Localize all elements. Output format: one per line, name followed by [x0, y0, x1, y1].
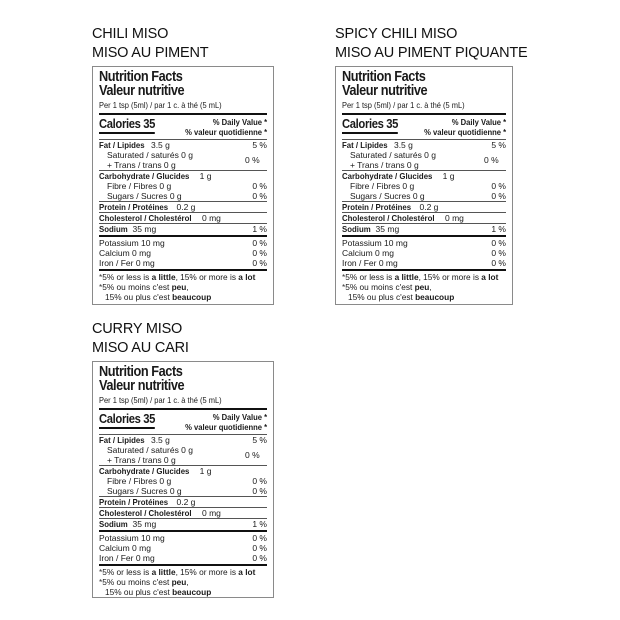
potassium-percent: 0 %	[491, 238, 506, 248]
sugars-label: Sugars / Sucres 0 g	[350, 191, 425, 201]
protein-row	[342, 202, 506, 212]
cholesterol-row	[342, 213, 506, 223]
valeur-nutritive-heading: Valeur nutritive	[342, 83, 428, 99]
carbohydrate-amount: 1 g	[199, 171, 212, 181]
protein-label: Protein / Protéines	[99, 202, 169, 212]
serving-size: Per 1 tsp (5ml) / par 1 c. à thé (5 mL)	[99, 395, 222, 405]
daily-value-header	[176, 117, 267, 137]
protein-amount: 0.2 g	[176, 202, 196, 212]
iron-label: Iron / Fer 0 mg	[99, 553, 155, 563]
carbohydrate-label: Carbohydrate / Glucides	[99, 466, 190, 476]
footnote-en: *5% or less is a little, 15% or more is a lot	[342, 272, 499, 282]
carbohydrate-row	[99, 466, 267, 476]
potassium-row	[99, 237, 267, 248]
sodium-row	[342, 224, 506, 234]
nutrition-facts-panel	[92, 361, 274, 598]
nutrition-facts-heading: Nutrition Facts	[342, 69, 426, 85]
calories-value: Calories 35	[99, 117, 155, 134]
sugars-row	[342, 191, 506, 201]
saturated-trans-group	[99, 150, 267, 170]
saturated-trans-percent: 0 %	[484, 155, 499, 165]
calcium-percent: 0 %	[252, 248, 267, 258]
fat-amount: 3.5 g	[393, 140, 413, 150]
iron-label: Iron / Fer 0 mg	[342, 258, 398, 268]
nutrition-facts-heading: Nutrition Facts	[99, 364, 183, 380]
fibre-row	[99, 476, 267, 486]
sugars-percent: 0 %	[491, 191, 506, 201]
iron-row	[342, 258, 506, 268]
carbohydrate-amount: 1 g	[199, 466, 212, 476]
protein-label: Protein / Protéines	[342, 202, 412, 212]
sugars-percent: 0 %	[252, 486, 267, 496]
calories-row	[99, 410, 267, 434]
sugars-row	[99, 486, 267, 496]
sodium-percent: 1 %	[252, 224, 267, 234]
footnote-fr: *5% ou moins c'est peu,	[99, 282, 189, 292]
protein-amount: 0.2 g	[419, 202, 439, 212]
sugars-percent: 0 %	[252, 191, 267, 201]
footnote-en: *5% or less is a little, 15% or more is a lot	[99, 272, 256, 282]
cholesterol-amount: 0 mg	[444, 213, 464, 223]
calcium-label: Calcium 0 mg	[99, 248, 151, 258]
fibre-row	[342, 181, 506, 191]
valeur-nutritive-heading: Valeur nutritive	[99, 83, 185, 99]
carbohydrate-row	[99, 171, 267, 181]
fibre-row	[99, 181, 267, 191]
cholesterol-row	[99, 508, 267, 518]
calcium-percent: 0 %	[491, 248, 506, 258]
iron-percent: 0 %	[491, 258, 506, 268]
calcium-label: Calcium 0 mg	[99, 543, 151, 553]
potassium-label: Potassium 10 mg	[99, 533, 165, 543]
calcium-percent: 0 %	[252, 543, 267, 553]
fat-row	[342, 140, 506, 150]
saturated-trans-group	[99, 445, 267, 465]
nutrition-facts-panel	[92, 66, 274, 305]
daily-value-header	[176, 412, 267, 432]
sodium-row	[99, 224, 267, 234]
serving-size: Per 1 tsp (5ml) / par 1 c. à thé (5 mL)	[99, 100, 222, 110]
trans-row: + Trans / trans 0 g	[107, 160, 176, 170]
trans-row: + Trans / trans 0 g	[350, 160, 419, 170]
cholesterol-label: Cholesterol / Cholestérol	[99, 213, 192, 223]
footnote	[99, 566, 267, 597]
iron-row	[99, 258, 267, 268]
sodium-percent: 1 %	[491, 224, 506, 234]
fibre-label: Fibre / Fibres 0 g	[107, 476, 172, 486]
fat-row	[99, 435, 267, 445]
sugars-label: Sugars / Sucres 0 g	[107, 191, 182, 201]
asterisk-icon: *	[99, 567, 103, 577]
fibre-percent: 0 %	[252, 476, 267, 486]
footnote-en: *5% or less is a little, 15% or more is a lot	[99, 567, 256, 577]
footnote-fr-2: 15% ou plus c'est beaucoup	[348, 292, 455, 302]
carbohydrate-label: Carbohydrate / Glucides	[342, 171, 433, 181]
daily-value-fr: % valeur quotidienne *	[423, 127, 506, 137]
saturated-trans-group	[342, 150, 506, 170]
fat-label: Fat / Lipides	[99, 435, 145, 445]
sodium-label: Sodium	[99, 519, 128, 529]
saturated-row: Saturated / saturés 0 g	[107, 150, 193, 160]
fat-percent: 5 %	[491, 140, 506, 150]
fat-amount: 3.5 g	[150, 435, 170, 445]
product-spicy-chili-miso	[335, 25, 528, 63]
calories-value: Calories 35	[99, 412, 155, 429]
nutrition-facts-panel	[335, 66, 513, 305]
saturated-trans-percent: 0 %	[245, 450, 260, 460]
saturated-row: Saturated / saturés 0 g	[350, 150, 436, 160]
daily-value-fr: % valeur quotidienne *	[184, 127, 267, 137]
fibre-label: Fibre / Fibres 0 g	[107, 181, 172, 191]
saturated-trans-percent: 0 %	[245, 155, 260, 165]
protein-row	[99, 202, 267, 212]
product-title-fr: MISO AU PIMENT	[92, 45, 209, 61]
protein-label: Protein / Protéines	[99, 497, 169, 507]
potassium-label: Potassium 10 mg	[99, 238, 165, 248]
calories-row	[342, 115, 506, 139]
carbohydrate-label: Carbohydrate / Glucides	[99, 171, 190, 181]
footnote-fr-2: 15% ou plus c'est beaucoup	[105, 292, 212, 302]
nutrition-facts-heading: Nutrition Facts	[99, 69, 183, 85]
iron-percent: 0 %	[252, 553, 267, 563]
iron-row	[99, 553, 267, 563]
asterisk-icon: *	[342, 282, 346, 292]
calcium-row	[99, 248, 267, 258]
iron-label: Iron / Fer 0 mg	[99, 258, 155, 268]
trans-row: + Trans / trans 0 g	[107, 455, 176, 465]
product-title-fr: MISO AU PIMENT PIQUANTE	[335, 45, 528, 61]
fat-amount: 3.5 g	[150, 140, 170, 150]
daily-value-en: % Daily Value *	[212, 412, 267, 422]
calcium-row	[99, 543, 267, 553]
potassium-row	[342, 237, 506, 248]
cholesterol-amount: 0 mg	[201, 508, 221, 518]
asterisk-icon: *	[99, 577, 103, 587]
product-title-en: CHILI MISO	[92, 26, 169, 42]
calories-value: Calories 35	[342, 117, 398, 134]
fat-percent: 5 %	[252, 435, 267, 445]
asterisk-icon: *	[99, 282, 103, 292]
fibre-percent: 0 %	[252, 181, 267, 191]
product-curry-miso	[92, 320, 189, 358]
footnote-fr: *5% ou moins c'est peu,	[342, 282, 432, 292]
carbohydrate-amount: 1 g	[442, 171, 455, 181]
fat-label: Fat / Lipides	[99, 140, 145, 150]
daily-value-en: % Daily Value *	[451, 117, 506, 127]
valeur-nutritive-heading: Valeur nutritive	[99, 378, 185, 394]
product-chili-miso	[92, 25, 208, 63]
daily-value-fr: % valeur quotidienne *	[184, 422, 267, 432]
cholesterol-label: Cholesterol / Cholestérol	[99, 508, 192, 518]
daily-value-header	[415, 117, 506, 137]
fibre-percent: 0 %	[491, 181, 506, 191]
product-title-fr: MISO AU CARI	[92, 340, 189, 356]
potassium-percent: 0 %	[252, 533, 267, 543]
cholesterol-label: Cholesterol / Cholestérol	[342, 213, 435, 223]
footnote	[99, 271, 267, 302]
sodium-amount: 35 mg	[375, 224, 400, 234]
daily-value-en: % Daily Value *	[212, 117, 267, 127]
sodium-label: Sodium	[99, 224, 128, 234]
cholesterol-amount: 0 mg	[201, 213, 221, 223]
cholesterol-row	[99, 213, 267, 223]
iron-percent: 0 %	[252, 258, 267, 268]
asterisk-icon: *	[99, 272, 103, 282]
fat-percent: 5 %	[252, 140, 267, 150]
footnote	[342, 271, 506, 302]
footnote-fr-2: 15% ou plus c'est beaucoup	[105, 587, 212, 597]
protein-row	[99, 497, 267, 507]
calcium-row	[342, 248, 506, 258]
serving-size: Per 1 tsp (5ml) / par 1 c. à thé (5 mL)	[342, 100, 465, 110]
sodium-label: Sodium	[342, 224, 371, 234]
protein-amount: 0.2 g	[176, 497, 196, 507]
sodium-amount: 35 mg	[132, 519, 157, 529]
fat-row	[99, 140, 267, 150]
product-title-en: CURRY MISO	[92, 321, 183, 337]
potassium-row	[99, 532, 267, 543]
calcium-label: Calcium 0 mg	[342, 248, 394, 258]
potassium-label: Potassium 10 mg	[342, 238, 408, 248]
sodium-percent: 1 %	[252, 519, 267, 529]
carbohydrate-row	[342, 171, 506, 181]
calories-row	[99, 115, 267, 139]
sodium-amount: 35 mg	[132, 224, 157, 234]
fibre-label: Fibre / Fibres 0 g	[350, 181, 415, 191]
fat-label: Fat / Lipides	[342, 140, 388, 150]
sugars-label: Sugars / Sucres 0 g	[107, 486, 182, 496]
sugars-row	[99, 191, 267, 201]
sodium-row	[99, 519, 267, 529]
saturated-row: Saturated / saturés 0 g	[107, 445, 193, 455]
potassium-percent: 0 %	[252, 238, 267, 248]
asterisk-icon: *	[342, 272, 346, 282]
footnote-fr: *5% ou moins c'est peu,	[99, 577, 189, 587]
product-title-en: SPICY CHILI MISO	[335, 26, 458, 42]
